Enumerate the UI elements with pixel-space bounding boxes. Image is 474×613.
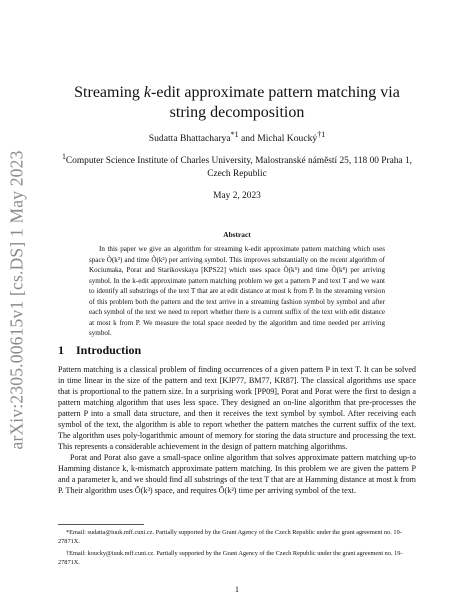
author-footnote-mark: †1	[317, 130, 326, 139]
title-variable: k	[143, 84, 152, 101]
author-line	[60, 130, 414, 144]
abstract-heading: Abstract	[223, 230, 251, 239]
footnote: *Email: sudatta@iuuk.mff.cuni.cz. Partially supported by the Grant Agency of the Czech Republic under the grant agreement no. 19-27871X.	[58, 529, 402, 545]
affiliation	[60, 150, 414, 181]
footnotes	[58, 528, 416, 570]
author-conjunction: and	[238, 133, 258, 145]
title-suffix: -edit approximate pattern matching via string decomposition	[151, 84, 400, 121]
arxiv-identifier: arXiv:2305.00615v1 [cs.DS] 1 May 2023	[6, 150, 27, 450]
arxiv-sidebar	[2, 150, 32, 450]
section-title: Introduction	[76, 343, 142, 357]
section-number: 1	[58, 343, 64, 357]
body-paragraph: Porat and Porat also gave a small-space online algorithm that solves approximate pattern matching up-to Hamming distance k, k-mismatch approximate pattern matching. In this problem we are given the pattern P and a parameter k, and we should find all substrings of the text T that are at Hamming distance at most k from P. Their algorithm uses Õ(k³) space, and requires Õ(k²) time per arriving symbol of the text.	[58, 453, 416, 495]
page-number: 1	[234, 585, 240, 594]
affiliation-mark: 1	[61, 152, 66, 161]
author-footnote-mark: *1	[230, 130, 239, 139]
section-heading	[58, 343, 141, 358]
footnote: †Email: koucky@iuuk.mff.cuni.cz. Partially supported by the Grant Agency of the Czech Republic under the grant agreement no. 19-27871X.	[58, 550, 403, 566]
section-body	[58, 364, 416, 496]
paper-date: May 2, 2023	[213, 191, 261, 201]
author-name: Sudatta Bhattacharya	[148, 133, 231, 145]
abstract-text: In this paper we give an algorithm for streaming k-edit approximate pattern matching which uses space Õ(k²) and time Õ(k²) per arriving symbol. This improves substantially on the recent algorithm of Kociumaka, Porat and Starikovskaya [KPS22] which uses space Õ(k⁵) and time Õ(k⁸) per arriving symbol. In the k-edit approximate pattern matching problem we get a pattern P and text T and we want to identify all substrings of the text T that are at edit distance at most k from P. In the streaming version of this problem both the pattern and the text arrive in a streaming fashion symbol by symbol and after each symbol of the text we need to report whether there is a current suffix of the text with edit distance at most k from P. We measure the total space needed by the algorithm and time needed per arriving symbol.	[89, 245, 385, 337]
footnote-rule	[58, 524, 144, 525]
paper-title	[60, 83, 414, 123]
author-name: Michal Koucký	[257, 133, 318, 145]
title-prefix: Streaming	[74, 84, 140, 101]
body-paragraph: Pattern matching is a classical problem of finding occurrences of a given pattern P in text T. It can be solved in time linear in the size of the pattern and text [KJP77, BM77, KR87]. The classical algorithms use space that is proportional to the pattern size. In a surprising work [PP09], Porat and Porat were the first to design a pattern matching algorithm that uses less space. They designed an on-line algorithm that pre-processes the pattern P into a small data structure, and then it receives the text symbol by symbol. After receiving each symbol of the text, the algorithm is able to report whether the pattern matches the current suffix of the text. The algorithm uses poly-logarithmic amount of memory for storing the data structure and processing the text. This represents a considerable achievement in the design of pattern matching algorithms.	[58, 365, 416, 451]
affiliation-text: Computer Science Institute of Charles University, Malostranské náměstí 25, 118 00 Praha 1, Czech Republic	[65, 156, 413, 180]
